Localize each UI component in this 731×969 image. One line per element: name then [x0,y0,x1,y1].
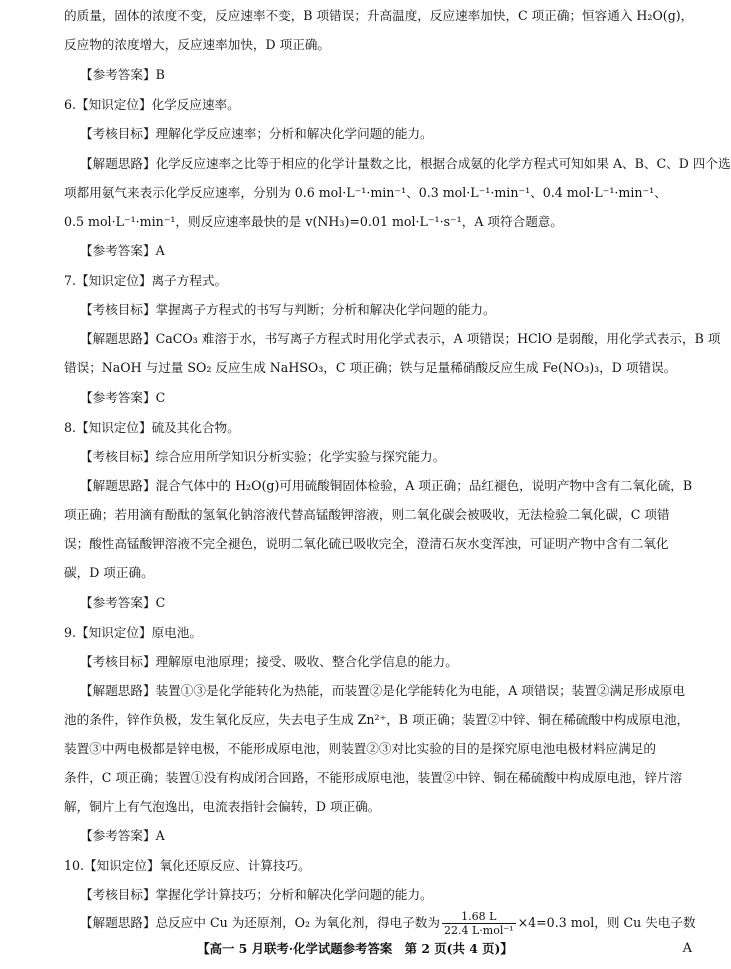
calc-text-after: ×4=0.3 mol，则 Cu 失电子数 [517,915,696,930]
question-8-heading: 8.【知识定位】硫及其化合物。 [64,420,240,435]
assessment-goal: 【考核目标】理解原电池原理；接受、吸收、整合化学信息的能力。 [80,654,458,669]
question-9-heading: 9.【知识定位】原电池。 [64,625,202,640]
text-line: 条件，C 项正确；装置①没有构成闭合回路，不能形成原电池，装置②中锌、铜在稀硫酸中构成原电池，锌片溶 [64,770,683,785]
fraction [442,910,516,937]
text-line: 池的条件，锌作负极，发生氧化反应，失去电子生成 Zn²⁺，B 项正确；装置②中锌、铜在稀硫酸中构成原电池， [64,712,690,727]
assessment-goal: 【考核目标】综合应用所学知识分析实验；化学实验与探究能力。 [80,449,446,464]
text-line: 解，铜片上有气泡逸出，电流表指针会偏转，D 项正确。 [64,799,381,814]
text-line: 的质量，固体的浓度不变，反应速率不变，B 项错误；升高温度，反应速率加快，C 项正确；恒容通入 H₂O(g)， [64,8,694,23]
assessment-goal: 【考核目标】掌握离子方程式的书写与判断；分析和解决化学问题的能力。 [80,302,496,317]
solution-line: 【解题思路】装置①③是化学能转化为热能，而装置②是化学能转化为电能，A 项错误；装置②满足形成原电 [80,683,686,698]
solution-line: 【解题思路】化学反应速率之比等于相应的化学计量数之比，根据合成氨的化学方程式可知如果 A、B、C、D 四个选 [80,156,731,171]
question-6-heading: 6.【知识定位】化学反应速率。 [64,97,240,112]
paper-version-code: A [682,941,692,956]
text-line: 反应物的浓度增大，反应速率加快，D 项正确。 [64,37,330,52]
reference-answer: 【参考答案】A [80,828,165,843]
calc-text-before: 【解题思路】总反应中 Cu 为还原剂，O₂ 为氧化剂，得电子数为 [80,915,440,930]
reference-answer: 【参考答案】B [80,67,165,82]
text-line: 项正确；若用滴有酚酞的氢氧化钠溶液代替高锰酸钾溶液，则二氧化碳会被吸收，无法检验二氧化碳，C 项错 [64,507,670,522]
text-line: 碳，D 项正确。 [64,565,154,580]
reference-answer: 【参考答案】C [80,390,166,405]
reference-answer: 【参考答案】C [80,595,166,610]
assessment-goal: 【考核目标】理解化学反应速率；分析和解决化学问题的能力。 [80,126,433,141]
fraction-denominator: 22.4 L·mol⁻¹ [443,924,514,937]
text-line: 项都用氨气来表示化学反应速率，分别为 0.6 mol·L⁻¹·min⁻¹、0.3 mol·L⁻¹·min⁻¹、0.4 mol·L⁻¹·min⁻¹、 [64,185,667,200]
question-7-heading: 7.【知识定位】离子方程式。 [64,273,228,288]
page-footer: 【高一 5 月联考·化学试题参考答案 第 2 页(共 4 页)】 [197,941,513,956]
text-line: 0.5 mol·L⁻¹·min⁻¹，则反应速率最快的是 v(NH₃)=0.01 mol·L⁻¹·s⁻¹，A 项符合题意。 [64,214,563,229]
assessment-goal: 【考核目标】掌握化学计算技巧；分析和解决化学问题的能力。 [80,887,433,902]
text-line: 误；酸性高锰酸钾溶液不完全褪色，说明二氧化硫已吸收完全，澄清石灰水变浑浊，可证明产物中含有二氧化 [64,536,669,551]
text-line: 装置③中两电极都是锌电极，不能形成原电池，则装置②③对比实验的目的是探究原电池电极材料应满足的 [64,741,656,756]
solution-line: 【解题思路】CaCO₃ 难溶于水，书写离子方程式时用化学式表示，A 项错误；HClO 是弱酸，用化学式表示，B 项 [80,331,721,346]
question-10-heading: 10.【知识定位】氧化还原反应、计算技巧。 [64,858,311,873]
text-line: 错误；NaOH 与过量 SO₂ 反应生成 NaHSO₃，C 项正确；铁与足量稀硝酸反应生成 Fe(NO₃)₃，D 项错误。 [64,360,677,375]
solution-line-with-fraction [80,908,696,938]
solution-line: 【解题思路】混合气体中的 H₂O(g)可用硫酸铜固体检验，A 项正确；品红褪色，说明产物中含有二氧化硫，B [80,478,693,493]
reference-answer: 【参考答案】A [80,243,165,258]
fraction-numerator: 1.68 L [442,910,516,924]
